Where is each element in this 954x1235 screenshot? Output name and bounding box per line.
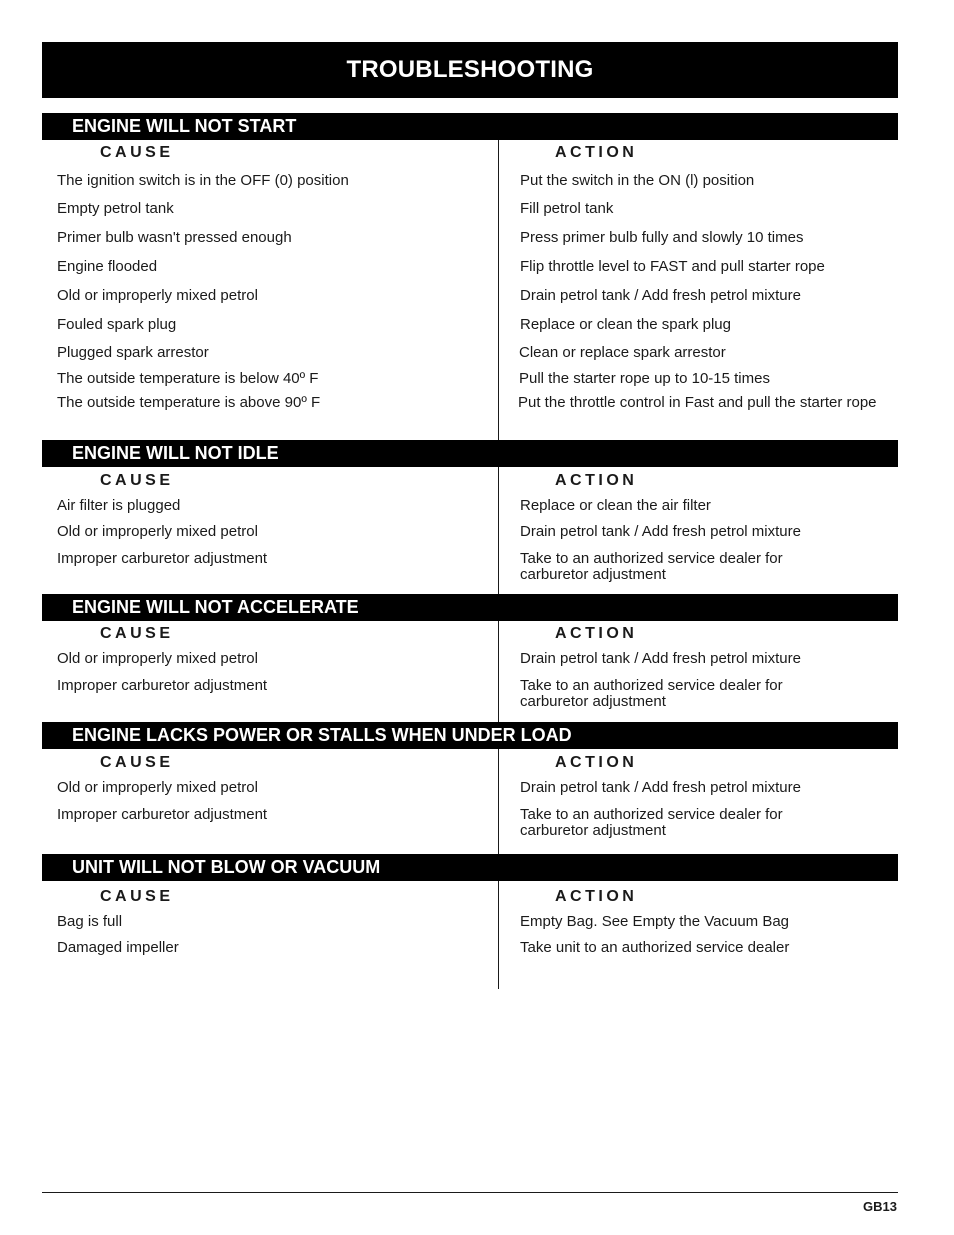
- action-text: Fill petrol tank: [520, 200, 614, 217]
- page-title: TROUBLESHOOTING: [42, 42, 898, 98]
- action-text: Take unit to an authorized service dealer: [520, 939, 790, 956]
- cause-heading: CAUSE: [100, 888, 174, 905]
- column-divider: [498, 749, 499, 854]
- section-body: [42, 749, 898, 854]
- section-unit-will-not-blow-or-vacuum: [42, 854, 898, 989]
- cause-text: Old or improperly mixed petrol: [57, 779, 258, 796]
- cause-heading: CAUSE: [100, 754, 174, 771]
- cause-text: The ignition switch is in the OFF (0) position: [57, 172, 349, 189]
- cause-text: Air filter is plugged: [57, 497, 181, 514]
- action-text-continued: carburetor adjustment: [520, 566, 666, 583]
- action-heading: ACTION: [555, 472, 638, 489]
- action-text: Drain petrol tank / Add fresh petrol mixture: [520, 523, 801, 540]
- action-text: Put the switch in the ON (l) position: [520, 172, 755, 189]
- action-text: Empty Bag. See Empty the Vacuum Bag: [520, 913, 790, 930]
- section-engine-lacks-power: [42, 722, 898, 854]
- footer-rule: [42, 1192, 898, 1193]
- action-heading: ACTION: [555, 625, 638, 642]
- section-engine-will-not-start: [42, 113, 898, 440]
- action-text: Flip throttle level to FAST and pull starter rope: [520, 258, 825, 275]
- cause-text: Old or improperly mixed petrol: [57, 287, 258, 304]
- cause-heading: CAUSE: [100, 625, 174, 642]
- column-divider: [498, 621, 499, 722]
- action-heading: ACTION: [555, 888, 638, 905]
- action-heading: ACTION: [555, 754, 638, 771]
- cause-text: Old or improperly mixed petrol: [57, 523, 258, 540]
- action-text: Take to an authorized service dealer for: [520, 806, 783, 823]
- section-engine-will-not-accelerate: [42, 594, 898, 722]
- cause-text: Bag is full: [57, 913, 123, 930]
- section-body: [42, 467, 898, 594]
- column-divider: [498, 140, 499, 440]
- page-number: GB13: [863, 1199, 897, 1214]
- action-heading: ACTION: [555, 144, 638, 161]
- action-text: Pull the starter rope up to 10-15 times: [519, 370, 770, 387]
- action-text: Replace or clean the air filter: [520, 497, 711, 514]
- cause-text: Improper carburetor adjustment: [57, 550, 268, 567]
- section-body: [42, 621, 898, 722]
- cause-text: The outside temperature is below 40º F: [57, 370, 319, 387]
- cause-text: The outside temperature is above 90º F: [57, 394, 321, 411]
- action-text: Drain petrol tank / Add fresh petrol mixture: [520, 779, 801, 796]
- section-title: ENGINE WILL NOT ACCELERATE: [42, 594, 898, 621]
- section-title: ENGINE WILL NOT START: [42, 113, 898, 140]
- action-text: Take to an authorized service dealer for: [520, 550, 783, 567]
- cause-heading: CAUSE: [100, 472, 174, 489]
- action-text: Clean or replace spark arrestor: [519, 344, 726, 361]
- cause-heading: CAUSE: [100, 144, 174, 161]
- cause-text: Engine flooded: [57, 258, 158, 275]
- cause-text: Plugged spark arrestor: [57, 344, 209, 361]
- cause-text: Improper carburetor adjustment: [57, 806, 268, 823]
- action-text: Replace or clean the spark plug: [520, 316, 731, 333]
- column-divider: [498, 881, 499, 989]
- cause-text: Improper carburetor adjustment: [57, 677, 268, 694]
- action-text: Drain petrol tank / Add fresh petrol mixture: [520, 287, 801, 304]
- action-text-continued: carburetor adjustment: [520, 822, 666, 839]
- action-text-continued: carburetor adjustment: [520, 693, 666, 710]
- action-text: Press primer bulb fully and slowly 10 times: [520, 229, 804, 246]
- section-title: UNIT WILL NOT BLOW OR VACUUM: [42, 854, 898, 881]
- section-body: [42, 140, 898, 440]
- column-divider: [498, 467, 499, 594]
- section-engine-will-not-idle: [42, 440, 898, 594]
- cause-text: Empty petrol tank: [57, 200, 174, 217]
- cause-text: Primer bulb wasn't pressed enough: [57, 229, 292, 246]
- action-text: Put the throttle control in Fast and pull the starter rope: [518, 394, 877, 411]
- section-title: ENGINE WILL NOT IDLE: [42, 440, 898, 467]
- cause-text: Fouled spark plug: [57, 316, 177, 333]
- cause-text: Damaged impeller: [57, 939, 179, 956]
- action-text: Drain petrol tank / Add fresh petrol mixture: [520, 650, 801, 667]
- section-title: ENGINE LACKS POWER OR STALLS WHEN UNDER LOAD: [42, 722, 898, 749]
- cause-text: Old or improperly mixed petrol: [57, 650, 258, 667]
- action-text: Take to an authorized service dealer for: [520, 677, 783, 694]
- section-body: [42, 881, 898, 989]
